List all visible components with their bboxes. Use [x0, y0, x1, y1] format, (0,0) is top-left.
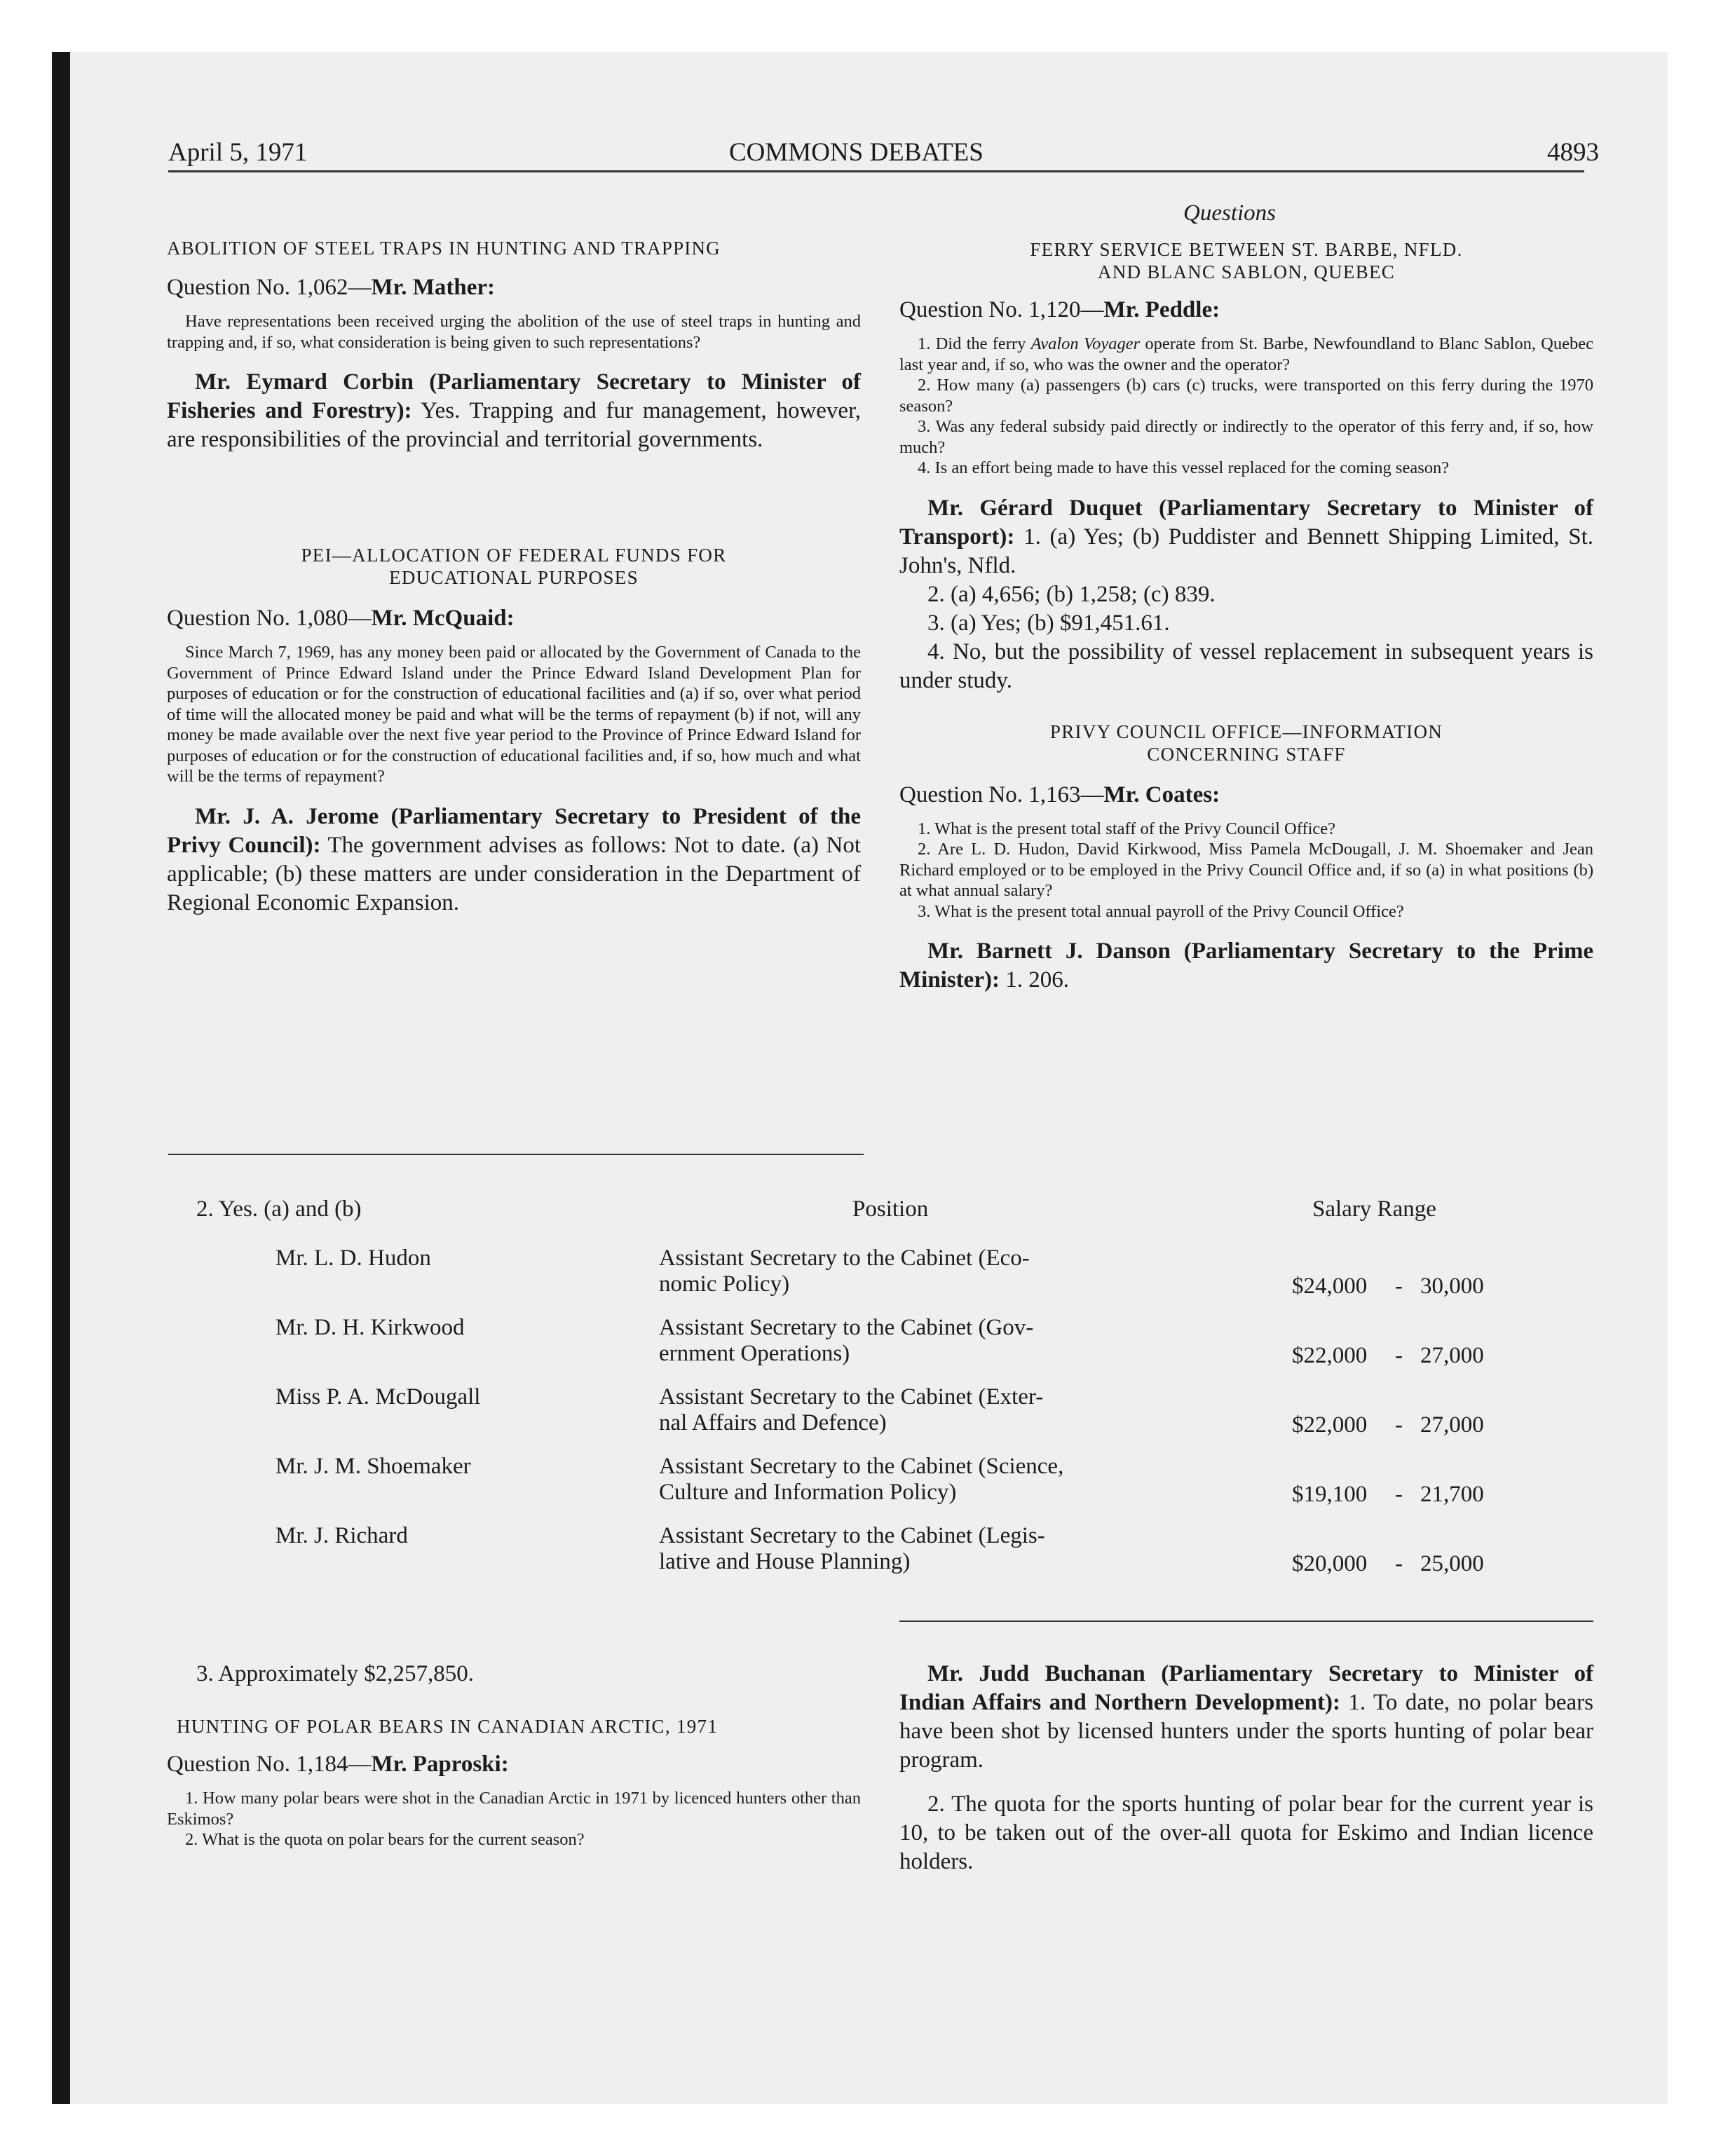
question-number — [167, 604, 861, 632]
asker-name: Mr. McQuaid: — [371, 606, 515, 631]
salary-high: 30,000 — [1420, 1274, 1484, 1299]
answer-speaker: Mr. Gérard Duquet (Parliamentary Secretary to Minister of Transport): — [899, 495, 1593, 550]
position-line2: Culture and Information Policy) — [659, 1480, 957, 1505]
question-item: 2. How many (a) passengers (b) cars (c) trucks, were transported on this ferry during the 1970 season? — [899, 376, 1593, 416]
answer-item: 4. No, but the possibility of vessel replacement in subsequent years is under study. — [899, 639, 1593, 693]
section-heading-line2: AND BLANC SABLON, QUEBEC — [1097, 261, 1396, 282]
question-label: Question No. 1,184— — [167, 1752, 372, 1777]
question-text: 1. Did the ferry — [918, 334, 1031, 353]
running-head: Questions — [1183, 200, 1276, 226]
answer-text: 1. To date, no polar bears have been shot by licensed hunters under the sports hunting of polar bear program. — [899, 1690, 1593, 1773]
section-heading-line2: CONCERNING STAFF — [1147, 743, 1346, 765]
section-heading: ABOLITION OF STEEL TRAPS IN HUNTING AND TRAPPING — [167, 238, 721, 259]
answer-text: 1. 206. — [1005, 967, 1069, 992]
salary-dash: - — [1395, 1274, 1403, 1299]
section-divider — [168, 1154, 864, 1155]
salary-dash: - — [1395, 1482, 1403, 1507]
question-item: 3. Was any federal subsidy paid directly or indirectly to the operator of this ferry and, if so, how much? — [899, 417, 1593, 457]
staff-name: Mr. L. D. Hudon — [275, 1246, 431, 1271]
position-line2: ernment Operations) — [659, 1341, 850, 1366]
answer-speaker: Mr. Barnett J. Danson (Parliamentary Secretary to the Prime Minister): — [899, 939, 1593, 992]
salary-high: 27,000 — [1420, 1343, 1484, 1368]
table-intro: 2. Yes. (a) and (b) — [196, 1196, 362, 1222]
answer-paragraph — [899, 494, 1593, 580]
answer-text: The government advises as follows: Not to date. (a) Not applicable; (b) these matters are under consideration in the Department of Regional Economic Expansion. — [167, 832, 861, 915]
ship-name: Avalon Voyager — [1030, 334, 1141, 353]
question-number — [899, 781, 1593, 809]
staff-name: Mr. J. Richard — [275, 1523, 408, 1548]
answer-paragraph — [899, 1660, 1593, 1775]
header-date: April 5, 1971 — [168, 138, 308, 167]
position-line2: lative and House Planning) — [659, 1549, 911, 1574]
answer-paragraph — [167, 803, 861, 917]
answer-item: 2. (a) 4,656; (b) 1,258; (c) 839. — [927, 581, 1216, 607]
question-label: Question No. 1,163— — [899, 782, 1104, 807]
salary-dash: - — [1395, 1551, 1403, 1576]
asker-name: Mr. Mather: — [371, 275, 496, 300]
scan-edge — [52, 52, 70, 2104]
question-item: 1. What is the present total staff of the Privy Council Office? — [918, 819, 1336, 838]
question-item: 4. Is an effort being made to have this vessel replaced for the coming season? — [918, 458, 1450, 477]
asker-name: Mr. Peddle: — [1103, 297, 1220, 322]
salary-high: 27,000 — [1420, 1412, 1484, 1438]
position-line2: nal Affairs and Defence) — [659, 1410, 887, 1435]
header-title: COMMONS DEBATES — [729, 138, 984, 167]
position-line1: Assistant Secretary to the Cabinet (Exter- — [659, 1384, 1044, 1410]
section-heading: FERRY SERVICE BETWEEN ST. BARBE, NFLD. — [1030, 239, 1463, 260]
page-number: 4893 — [1547, 138, 1599, 167]
section-heading: PEI—ALLOCATION OF FEDERAL FUNDS FOR — [301, 545, 727, 566]
salary-dash: - — [1395, 1412, 1403, 1438]
salary-high: 25,000 — [1420, 1551, 1484, 1576]
question-item: 2. Are L. D. Hudon, David Kirkwood, Miss Pamela McDougall, J. M. Shoemaker and Jean Richard employed or to be employed in the Privy Council Office and, if so (a) in what positions (b) at what annual salary? — [899, 840, 1593, 900]
section-divider — [899, 1621, 1593, 1622]
answer-paragraph — [167, 368, 861, 454]
position-line1: Assistant Secretary to the Cabinet (Eco- — [659, 1246, 1030, 1271]
answer-item: 3. (a) Yes; (b) $91,451.61. — [927, 610, 1170, 636]
section-heading-line2: EDUCATIONAL PURPOSES — [389, 567, 639, 588]
staff-name: Mr. D. H. Kirkwood — [275, 1315, 465, 1340]
answer-paragraph — [899, 937, 1593, 995]
asker-name: Mr. Coates: — [1103, 782, 1220, 807]
table-header-position: Position — [852, 1196, 929, 1222]
salary-low: $20,000 — [1292, 1551, 1368, 1576]
section-heading: PRIVY COUNCIL OFFICE—INFORMATION — [1049, 721, 1443, 742]
answer-speaker: Mr. J. A. Jerome (Parliamentary Secretary to President of the Privy Council): — [167, 803, 861, 858]
salary-low: $24,000 — [1292, 1274, 1368, 1299]
asker-name: Mr. Paproski: — [371, 1752, 509, 1777]
question-text: Have representations been received urging the abolition of the use of steel traps in hunting and trapping and, if so, what consideration is being given to such representations? — [167, 312, 861, 352]
question-item: 2. What is the quota on polar bears for the current season? — [185, 1830, 585, 1849]
salary-low: $19,100 — [1292, 1482, 1368, 1507]
right-column — [899, 238, 1593, 995]
question-item: 1. How many polar bears were shot in the Canadian Arctic in 1971 by licenced hunters other than Eskimos? — [167, 1789, 861, 1829]
question-label: Question No. 1,062— — [167, 275, 372, 300]
position-line1: Assistant Secretary to the Cabinet (Science, — [659, 1454, 1064, 1479]
question-text: Since March 7, 1969, has any money been paid or allocated by the Government of Canada to the Government of Prince Edward Island under the Prince Edward Island Development Plan for purposes of education or for the construction of educational facilities and (a) if so, over what period of time will the allocated money be paid and what will be the terms of repayment (b) if not, will any money be made available over the next five year period to the Province of Prince Edward Island for purposes of education or for the construction of educational facilities and, if so, how much and what will be the terms of repayment? — [167, 643, 861, 786]
question-number — [899, 296, 1593, 324]
position-line2: nomic Policy) — [659, 1271, 790, 1297]
salary-high: 21,700 — [1420, 1482, 1484, 1507]
answer-item: 2. The quota for the sports hunting of polar bear for the current year is 10, to be taken out of the over-all quota for Eskimo and Indian licence holders. — [899, 1792, 1593, 1874]
table-header-salary: Salary Range — [1312, 1196, 1436, 1222]
answer-text: Yes. Trapping and fur management, however, are responsibilities of the provincial and territorial governments. — [167, 398, 861, 452]
answer-speaker: Mr. Judd Buchanan (Parliamentary Secretary to Minister of Indian Affairs and Northern Development): — [899, 1661, 1593, 1715]
question-number — [167, 273, 861, 301]
bottom-left-column — [167, 1660, 861, 1850]
salary-low: $22,000 — [1292, 1343, 1368, 1368]
salary-low: $22,000 — [1292, 1412, 1368, 1438]
header-rule — [168, 170, 1584, 172]
staff-name: Mr. J. M. Shoemaker — [275, 1454, 471, 1479]
question-label: Question No. 1,080— — [167, 606, 372, 631]
answer-text: 1. (a) Yes; (b) Puddister and Bennett Shipping Limited, St. John's, Nfld. — [899, 524, 1593, 578]
question-item — [899, 334, 1593, 375]
salary-dash: - — [1395, 1343, 1403, 1368]
question-number — [167, 1750, 861, 1778]
section-heading: HUNTING OF POLAR BEARS IN CANADIAN ARCTIC, 1971 — [177, 1716, 719, 1737]
question-item: 3. What is the present total annual payroll of the Privy Council Office? — [918, 901, 1404, 921]
answer-speaker: Mr. Eymard Corbin (Parliamentary Secretary to Minister of Fisheries and Forestry): — [167, 369, 861, 423]
staff-name: Miss P. A. McDougall — [275, 1384, 481, 1410]
question-text-cont: operate from St. Barbe, Newfoundland to Blanc Sablon, Quebec last year and, if so, who was the owner and the operator? — [899, 334, 1594, 374]
total-payroll: 3. Approximately $2,257,850. — [196, 1661, 474, 1686]
position-line1: Assistant Secretary to the Cabinet (Gov- — [659, 1315, 1034, 1340]
position-line1: Assistant Secretary to the Cabinet (Legis- — [659, 1523, 1045, 1548]
left-column — [167, 237, 861, 917]
bottom-right-column — [899, 1660, 1593, 1876]
question-label: Question No. 1,120— — [899, 297, 1104, 322]
